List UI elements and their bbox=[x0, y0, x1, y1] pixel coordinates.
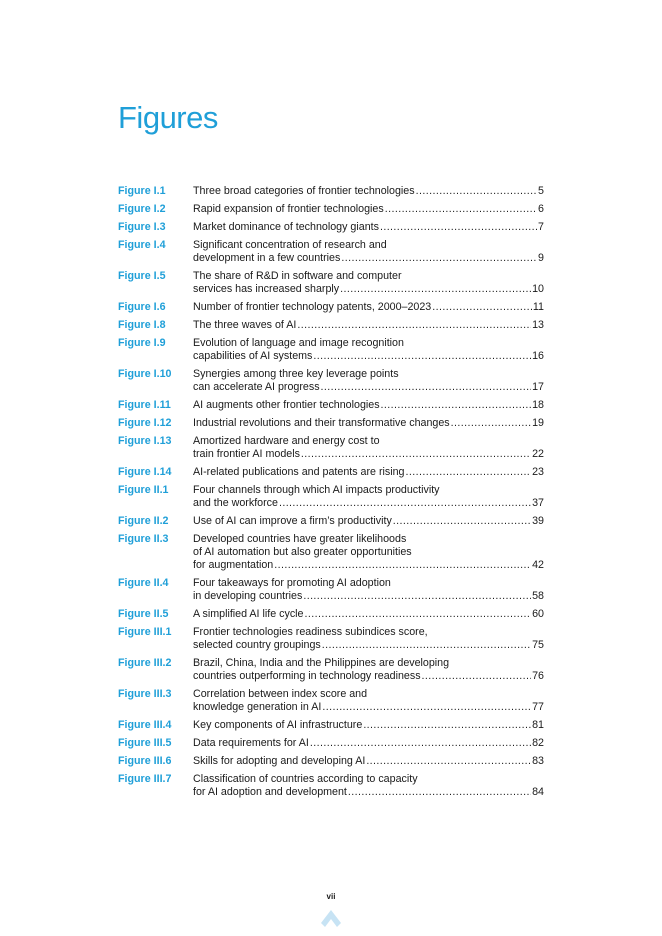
figure-page-number: 9 bbox=[538, 252, 544, 264]
figure-caption-line: The three waves of AI bbox=[193, 319, 297, 331]
figure-caption bbox=[193, 337, 544, 363]
figure-caption bbox=[193, 221, 544, 234]
dot-leader bbox=[416, 185, 537, 198]
figure-caption-line: Skills for adopting and developing AI bbox=[193, 755, 366, 767]
figure-caption-last-line bbox=[193, 185, 544, 198]
dot-leader bbox=[432, 301, 532, 314]
page-title: Figures bbox=[118, 100, 218, 135]
figure-caption-line: Four channels through which AI impacts productivity bbox=[193, 484, 440, 496]
dot-leader bbox=[310, 737, 531, 750]
figure-caption-last-line bbox=[193, 319, 544, 332]
figure-label: Figure II.1 bbox=[118, 484, 169, 496]
figure-caption-line: A simplified AI life cycle bbox=[193, 608, 304, 620]
figure-page-number: 76 bbox=[532, 670, 544, 682]
dot-leader bbox=[363, 719, 531, 732]
figure-caption-line: Correlation between index score and bbox=[193, 688, 368, 700]
dot-leader bbox=[422, 670, 532, 683]
figure-caption-line: AI-related publications and patents are rising bbox=[193, 466, 405, 478]
figure-entry[interactable] bbox=[118, 737, 544, 750]
figure-caption-last-line bbox=[193, 719, 544, 732]
dot-leader bbox=[303, 590, 531, 603]
figure-page-number: 75 bbox=[532, 639, 544, 651]
figure-caption-last-line bbox=[193, 559, 544, 572]
figure-entry[interactable] bbox=[118, 185, 544, 198]
figure-entry[interactable] bbox=[118, 608, 544, 621]
dot-leader bbox=[341, 252, 537, 265]
figure-caption-line: Synergies among three key leverage points bbox=[193, 368, 399, 380]
figure-caption bbox=[193, 688, 544, 714]
dot-leader bbox=[451, 417, 531, 430]
figure-entry[interactable] bbox=[118, 399, 544, 412]
figure-caption bbox=[193, 239, 544, 265]
figure-caption-line: Use of AI can improve a firm’s productivity bbox=[193, 515, 392, 527]
figure-label: Figure I.8 bbox=[118, 319, 166, 331]
figure-caption-line: countries outperforming in technology readiness bbox=[193, 670, 421, 682]
figure-caption bbox=[193, 203, 544, 216]
figure-entry[interactable] bbox=[118, 484, 544, 510]
dot-leader bbox=[340, 283, 531, 296]
figure-caption bbox=[193, 515, 544, 528]
figure-caption-line: Four takeaways for promoting AI adoption bbox=[193, 577, 391, 589]
figure-caption bbox=[193, 577, 544, 603]
figure-caption-line: The share of R&D in software and computer bbox=[193, 270, 402, 282]
figure-label: Figure I.5 bbox=[118, 270, 166, 282]
figure-label: Figure II.4 bbox=[118, 577, 169, 589]
figure-caption-last-line bbox=[193, 448, 544, 461]
dot-leader bbox=[393, 515, 531, 528]
figure-entry[interactable] bbox=[118, 515, 544, 528]
figure-caption bbox=[193, 368, 544, 394]
figure-caption bbox=[193, 270, 544, 296]
figure-page-number: 16 bbox=[532, 350, 544, 362]
figure-caption-last-line bbox=[193, 497, 544, 510]
figure-page-number: 83 bbox=[532, 755, 544, 767]
figure-label: Figure I.2 bbox=[118, 203, 166, 215]
dot-leader bbox=[297, 319, 531, 332]
figure-caption-last-line bbox=[193, 252, 544, 265]
figure-caption bbox=[193, 755, 544, 768]
figure-caption-line: Classification of countries according to capacity bbox=[193, 773, 418, 785]
figure-caption-last-line bbox=[193, 381, 544, 394]
figure-caption-line: for AI adoption and development bbox=[193, 786, 347, 798]
dot-leader bbox=[348, 786, 531, 799]
figure-caption bbox=[193, 301, 544, 314]
figure-caption-last-line bbox=[193, 786, 544, 799]
figure-caption bbox=[193, 533, 544, 572]
dot-leader bbox=[322, 639, 531, 652]
figure-caption-line: Data requirements for AI bbox=[193, 737, 309, 749]
figure-page-number: 10 bbox=[532, 283, 544, 295]
figure-entry[interactable] bbox=[118, 466, 544, 479]
dot-leader bbox=[322, 701, 531, 714]
figure-caption-last-line bbox=[193, 399, 544, 412]
figure-page-number: 84 bbox=[532, 786, 544, 798]
figure-label: Figure III.4 bbox=[118, 719, 172, 731]
figure-caption-line: Number of frontier technology patents, 2000–2023 bbox=[193, 301, 432, 313]
figure-entry[interactable] bbox=[118, 657, 544, 683]
figure-caption-last-line bbox=[193, 350, 544, 363]
figure-label: Figure III.7 bbox=[118, 773, 172, 785]
dot-leader bbox=[406, 466, 532, 479]
figure-caption bbox=[193, 399, 544, 412]
figure-page-number: 42 bbox=[532, 559, 544, 571]
figure-caption bbox=[193, 319, 544, 332]
figure-entry[interactable] bbox=[118, 337, 544, 363]
figure-page-number: 82 bbox=[532, 737, 544, 749]
figure-label: Figure I.14 bbox=[118, 466, 172, 478]
figure-entry[interactable] bbox=[118, 221, 544, 234]
figure-caption-line: Frontier technologies readiness subindices score, bbox=[193, 626, 428, 638]
figure-caption-last-line bbox=[193, 670, 544, 683]
dot-leader bbox=[274, 559, 531, 572]
figure-page-number: 81 bbox=[532, 719, 544, 731]
figure-caption bbox=[193, 466, 544, 479]
figure-caption-last-line bbox=[193, 417, 544, 430]
figure-caption-line: Brazil, China, India and the Philippines are developing bbox=[193, 657, 450, 669]
dot-leader bbox=[279, 497, 531, 510]
figure-entry[interactable] bbox=[118, 626, 544, 652]
figure-page-number: 39 bbox=[532, 515, 544, 527]
figure-entry[interactable] bbox=[118, 368, 544, 394]
page-number: vii bbox=[326, 892, 336, 901]
dot-leader bbox=[321, 381, 532, 394]
figure-label: Figure I.10 bbox=[118, 368, 172, 380]
figure-caption-line: services has increased sharply bbox=[193, 283, 340, 295]
figure-label: Figure I.1 bbox=[118, 185, 166, 197]
figure-caption-last-line bbox=[193, 737, 544, 750]
figure-caption-line: Key components of AI infrastructure bbox=[193, 719, 363, 731]
figure-label: Figure III.1 bbox=[118, 626, 172, 638]
figure-entry[interactable] bbox=[118, 435, 544, 461]
figure-caption-last-line bbox=[193, 701, 544, 714]
figure-label: Figure II.5 bbox=[118, 608, 169, 620]
figure-caption-line: capabilities of AI systems bbox=[193, 350, 313, 362]
figure-entry[interactable] bbox=[118, 688, 544, 714]
figure-entry[interactable] bbox=[118, 270, 544, 296]
figure-page-number: 37 bbox=[532, 497, 544, 509]
figure-caption bbox=[193, 484, 544, 510]
figure-caption-line: Developed countries have greater likelihoods bbox=[193, 533, 407, 545]
dot-leader bbox=[385, 203, 537, 216]
figure-page-number: 11 bbox=[532, 301, 544, 313]
figure-page-number: 77 bbox=[532, 701, 544, 713]
figure-caption-line: and the workforce bbox=[193, 497, 278, 509]
figure-label: Figure III.2 bbox=[118, 657, 172, 669]
figure-caption-last-line bbox=[193, 221, 544, 234]
figure-caption-line: Three broad categories of frontier technologies bbox=[193, 185, 415, 197]
figure-caption-last-line bbox=[193, 755, 544, 768]
figure-entry[interactable] bbox=[118, 417, 544, 430]
figure-page-number: 22 bbox=[532, 448, 544, 460]
figure-caption-line: knowledge generation in AI bbox=[193, 701, 322, 713]
figure-caption-last-line bbox=[193, 301, 544, 314]
figure-label: Figure I.12 bbox=[118, 417, 172, 429]
figure-page-number: 58 bbox=[532, 590, 544, 602]
figure-label: Figure III.5 bbox=[118, 737, 172, 749]
figure-caption-last-line bbox=[193, 515, 544, 528]
figure-caption bbox=[193, 435, 544, 461]
figure-caption-line: development in a few countries bbox=[193, 252, 341, 264]
figure-page-number: 7 bbox=[538, 221, 544, 233]
figure-caption-last-line bbox=[193, 466, 544, 479]
figure-entry[interactable] bbox=[118, 577, 544, 603]
figure-caption bbox=[193, 185, 544, 198]
figure-caption-line: AI augments other frontier technologies bbox=[193, 399, 380, 411]
figure-caption-line: Industrial revolutions and their transformative changes bbox=[193, 417, 450, 429]
figure-page-number: 13 bbox=[532, 319, 544, 331]
figure-page-number: 17 bbox=[532, 381, 544, 393]
figure-label: Figure I.13 bbox=[118, 435, 172, 447]
figure-caption-last-line bbox=[193, 203, 544, 216]
figure-caption bbox=[193, 719, 544, 732]
figure-caption-last-line bbox=[193, 639, 544, 652]
figure-caption-line: Significant concentration of research and bbox=[193, 239, 387, 251]
figure-caption bbox=[193, 773, 544, 799]
figure-page-number: 6 bbox=[538, 203, 544, 215]
figure-entry[interactable] bbox=[118, 319, 544, 332]
figure-page-number: 5 bbox=[538, 185, 544, 197]
figure-entry[interactable] bbox=[118, 755, 544, 768]
figure-entry[interactable] bbox=[118, 533, 544, 572]
figure-caption-line: Rapid expansion of frontier technologies bbox=[193, 203, 384, 215]
figure-caption-last-line bbox=[193, 608, 544, 621]
figure-caption bbox=[193, 417, 544, 430]
figure-label: Figure III.3 bbox=[118, 688, 172, 700]
figure-label: Figure III.6 bbox=[118, 755, 172, 767]
figure-caption-last-line bbox=[193, 590, 544, 603]
dot-leader bbox=[381, 399, 532, 412]
dot-leader bbox=[301, 448, 531, 461]
dot-leader bbox=[366, 755, 531, 768]
figure-caption-line: selected country groupings bbox=[193, 639, 321, 651]
figure-caption bbox=[193, 657, 544, 683]
figure-label: Figure II.2 bbox=[118, 515, 169, 527]
figure-entry[interactable] bbox=[118, 301, 544, 314]
figure-label: Figure I.11 bbox=[118, 399, 171, 411]
dot-leader bbox=[313, 350, 531, 363]
figure-caption-line: of AI automation but also greater opportunities bbox=[193, 546, 412, 558]
figure-entry[interactable] bbox=[118, 203, 544, 216]
figure-caption-line: Evolution of language and image recognition bbox=[193, 337, 404, 349]
figure-caption-line: for augmentation bbox=[193, 559, 274, 571]
figures-list bbox=[118, 185, 544, 799]
figure-entry[interactable] bbox=[118, 773, 544, 799]
figure-label: Figure I.3 bbox=[118, 221, 166, 233]
figure-caption-last-line bbox=[193, 283, 544, 296]
figure-label: Figure I.9 bbox=[118, 337, 166, 349]
figure-page-number: 23 bbox=[532, 466, 544, 478]
figure-caption-line: Amortized hardware and energy cost to bbox=[193, 435, 380, 447]
figure-caption bbox=[193, 608, 544, 621]
figure-caption bbox=[193, 626, 544, 652]
figure-caption bbox=[193, 737, 544, 750]
figure-caption-line: Market dominance of technology giants bbox=[193, 221, 379, 233]
dot-leader bbox=[380, 221, 537, 234]
figure-entry[interactable] bbox=[118, 719, 544, 732]
figure-label: Figure I.4 bbox=[118, 239, 166, 251]
figure-caption-line: in developing countries bbox=[193, 590, 303, 602]
figure-label: Figure I.6 bbox=[118, 301, 166, 313]
figure-page-number: 60 bbox=[532, 608, 544, 620]
figure-entry[interactable] bbox=[118, 239, 544, 265]
up-chevron-icon[interactable] bbox=[320, 908, 342, 930]
figure-page-number: 18 bbox=[532, 399, 544, 411]
figure-page-number: 19 bbox=[532, 417, 544, 429]
figure-caption-line: can accelerate AI progress bbox=[193, 381, 320, 393]
dot-leader bbox=[304, 608, 531, 621]
figure-label: Figure II.3 bbox=[118, 533, 169, 545]
figure-caption-line: train frontier AI models bbox=[193, 448, 300, 460]
